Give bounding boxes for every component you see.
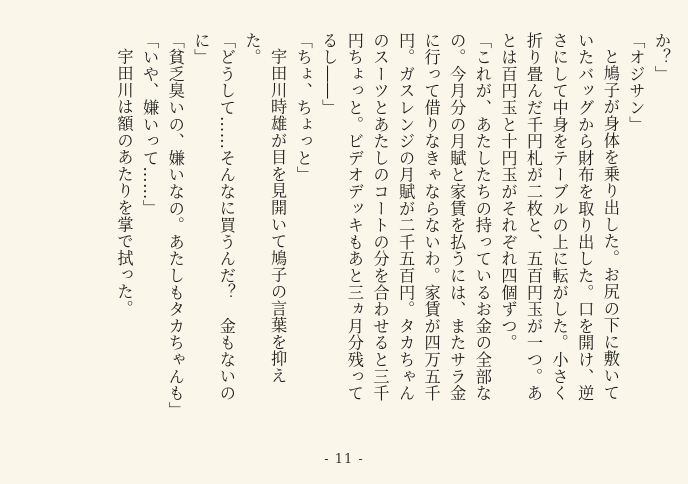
text-line: 宇田川は額のあたりを掌で拭った。 [114, 48, 134, 317]
text-line: るし――」 [319, 32, 339, 116]
text-line: 宇田川時雄が目を見開いて鳩子の言葉を抑え [268, 48, 288, 385]
text-line: 折り畳んだ千円札が二枚と、五百円玉が一つ。あ [524, 32, 544, 402]
text-line: 「これが、あたしたちの持っているお金の全部な [472, 32, 492, 402]
text-line: 円。ガスレンジの月賦が二千五百円。タカちゃん [396, 32, 416, 402]
text-line: か？」 [652, 32, 671, 83]
vertical-text-body [14, 32, 674, 422]
text-line: の。今月分の月賦と家賃を払うには、またサラ金 [447, 32, 467, 402]
page-number: - 11 - [324, 452, 364, 467]
text-line: とは百円玉と十円玉がそれぞれ四個ずつ。 [498, 32, 518, 352]
text-line: いたバッグから財布を取り出した。口を開け、逆 [575, 32, 595, 402]
text-line: のスーツとあたしのコートの分を合わせると三千 [370, 32, 390, 402]
text-line: た。 [242, 32, 262, 66]
text-line: 「オジサン」 [626, 32, 646, 133]
text-line: 「いや、嫌いって……」 [140, 32, 160, 217]
text-line: に行って借りなきゃならないわ。家賃が四万五千 [421, 32, 441, 402]
text-line: さにして中身をテーブルの上に転がした。小さく [549, 32, 569, 402]
text-line: 「どうして……そんなに買うんだ？ 金もないの [216, 32, 236, 402]
text-line: 「ちょ、ちょっと」 [293, 32, 313, 184]
text-line: 「貧乏臭いの、嫌いなの。あたしもタカちゃんも」 [165, 32, 185, 419]
text-line: に」 [191, 32, 211, 66]
text-line: と鳩子が身体を乗り出した。お尻の下に敷いて [600, 48, 620, 401]
text-line: 円ちょっと。ビデオデッキもあと三ヵ月分残って [344, 32, 364, 402]
